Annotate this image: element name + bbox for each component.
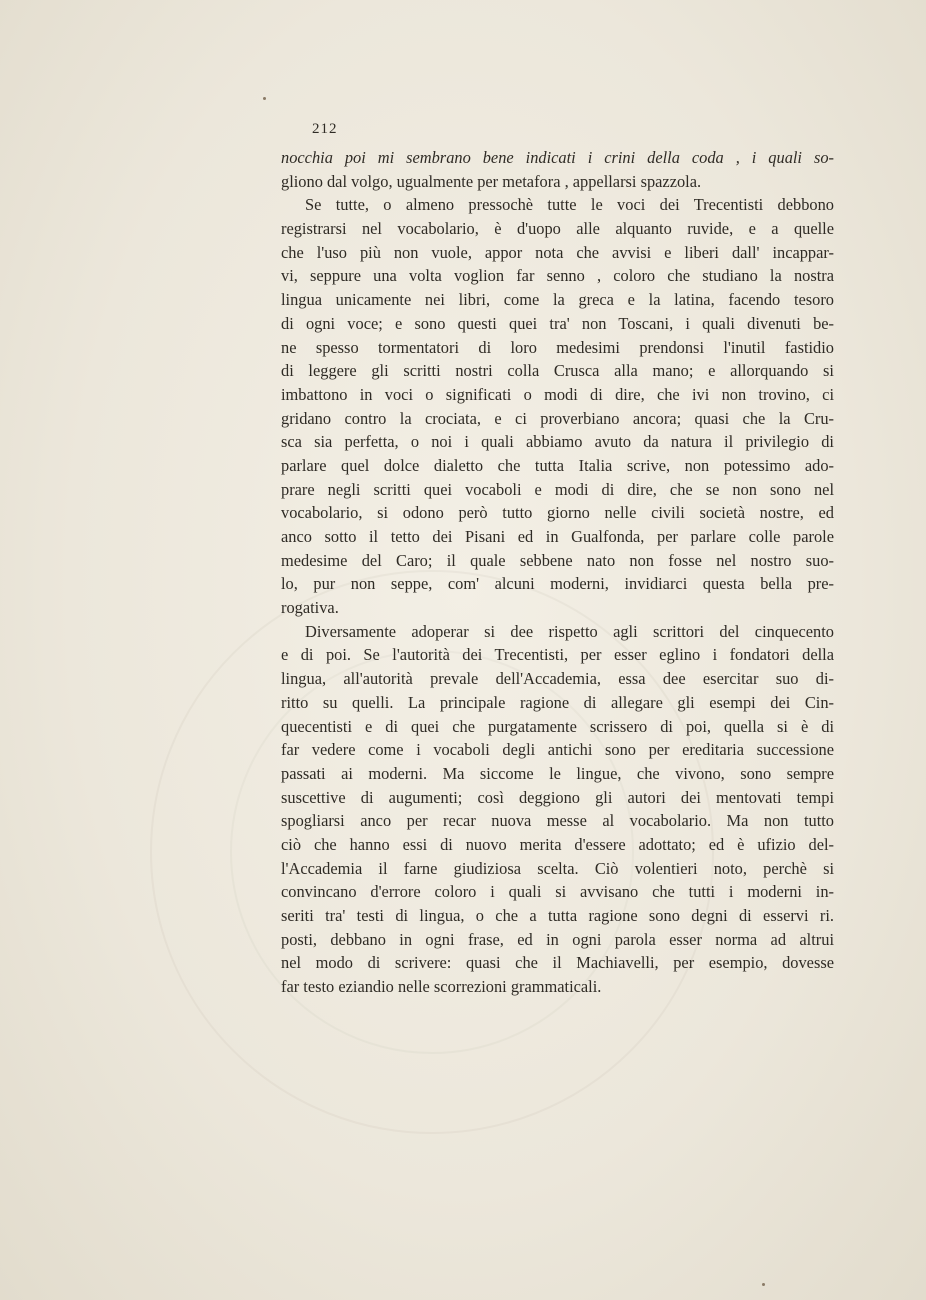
text-line: lo, pur non seppe, com' alcuni moderni, invidiarci questa bella pre- — [281, 574, 834, 594]
paper-fleck — [263, 97, 266, 100]
paragraph-start: Diversamente adoperar si dee rispetto agli scrittori del cinquecento — [305, 621, 834, 641]
text-line: ne spesso tormentatori di loro medesimi prendonsi l'inutil fastidio — [281, 337, 834, 357]
text-line: e di poi. Se l'autorità dei Trecentisti, per esser eglino i fondatori della — [281, 645, 834, 665]
text-line: medesime del Caro; il quale sebbene nato non fosse nel nostro suo- — [281, 550, 834, 570]
text-line: rogativa. — [281, 598, 339, 618]
text-line: lingua unicamente nei libri, come la greca e la latina, facendo tesoro — [281, 290, 834, 310]
text-line: sca sia perfetta, o noi i quali abbiamo avuto da natura il privilegio di — [281, 432, 834, 452]
text-line: passati ai moderni. Ma siccome le lingue, che vivono, sono sempre — [281, 763, 834, 783]
text-line: registrarsi nel vocabolario, è d'uopo alle alquanto ruvide, e a quelle — [281, 219, 834, 239]
text-line: nocchia poi mi sembrano bene indicati i crini della coda , i quali so- — [281, 148, 834, 167]
paper-fleck — [762, 1283, 765, 1286]
text-line: spogliarsi anco per recar nuova messe al vocabolario. Ma non tutto — [281, 811, 834, 831]
text-line: di ogni voce; e sono questi quei tra' non Toscani, i quali divenuti be- — [281, 313, 834, 333]
body-text — [281, 146, 834, 999]
text-line: lingua, all'autorità prevale dell'Accademia, essa dee esercitar suo di- — [281, 669, 834, 689]
text-line: vocabolario, si odono però tutto giorno nelle civili società nostre, ed — [281, 503, 834, 523]
text-line: che l'uso più non vuole, appor nota che avvisi e liberi dall' incappar- — [281, 242, 834, 262]
text-line: far testo eziandio nelle scorrezioni grammaticali. — [281, 977, 602, 997]
text-line: ciò che hanno essi di nuovo merita d'essere adottato; ed è ufizio del- — [281, 834, 834, 854]
page-number: 212 — [312, 121, 338, 137]
text-line: parlare quel dolce dialetto che tutta Italia scrive, non potessimo ado- — [281, 455, 834, 475]
text-line: posti, debbano in ogni frase, ed in ogni parola esser norma ad altrui — [281, 929, 834, 949]
text-line: anco sotto il tetto dei Pisani ed in Gualfonda, per parlare colle parole — [281, 527, 834, 546]
text-line: suscettive di augumenti; così deggiono gli autori dei mentovati tempi — [281, 787, 834, 807]
text-line: prare negli scritti quei vocaboli e modi di dire, che se non sono nel — [281, 479, 834, 499]
text-line: ritto su quelli. La principale ragione di allegare gli esempi dei Cin- — [281, 692, 834, 712]
text-line: far vedere come i vocaboli degli antichi sono per ereditaria successione — [281, 740, 834, 760]
text-line: imbattono in voci o significati o modi di dire, che ivi non trovino, ci — [281, 384, 834, 404]
paragraph-start: Se tutte, o almeno pressochè tutte le voci dei Trecentisti debbono — [305, 195, 834, 215]
text-line: gliono dal volgo, ugualmente per metafora , appellarsi spazzola. — [281, 171, 702, 191]
text-line: di leggere gli scritti nostri colla Crusca alla mano; e allorquando si — [281, 361, 834, 381]
text-line: seriti tra' testi di lingua, o che a tutta ragione sono degni di esservi ri. — [281, 906, 834, 925]
text-line: vi, seppure una volta voglion far senno , coloro che studiano la nostra — [281, 266, 834, 286]
text-line: l'Accademia il farne giudiziosa scelta. Ciò volentieri noto, perchè si — [281, 858, 834, 878]
text-line: convincano d'errore coloro i quali si avvisano che tutti i moderni in- — [281, 882, 834, 902]
text-line: nel modo di scrivere: quasi che il Machiavelli, per esempio, dovesse — [281, 953, 834, 973]
text-line: quecentisti e di quei che purgatamente scrissero di poi, quella si è di — [281, 716, 834, 736]
text-line: gridano contro la crociata, e ci proverbiano ancora; quasi che la Cru- — [281, 408, 834, 428]
